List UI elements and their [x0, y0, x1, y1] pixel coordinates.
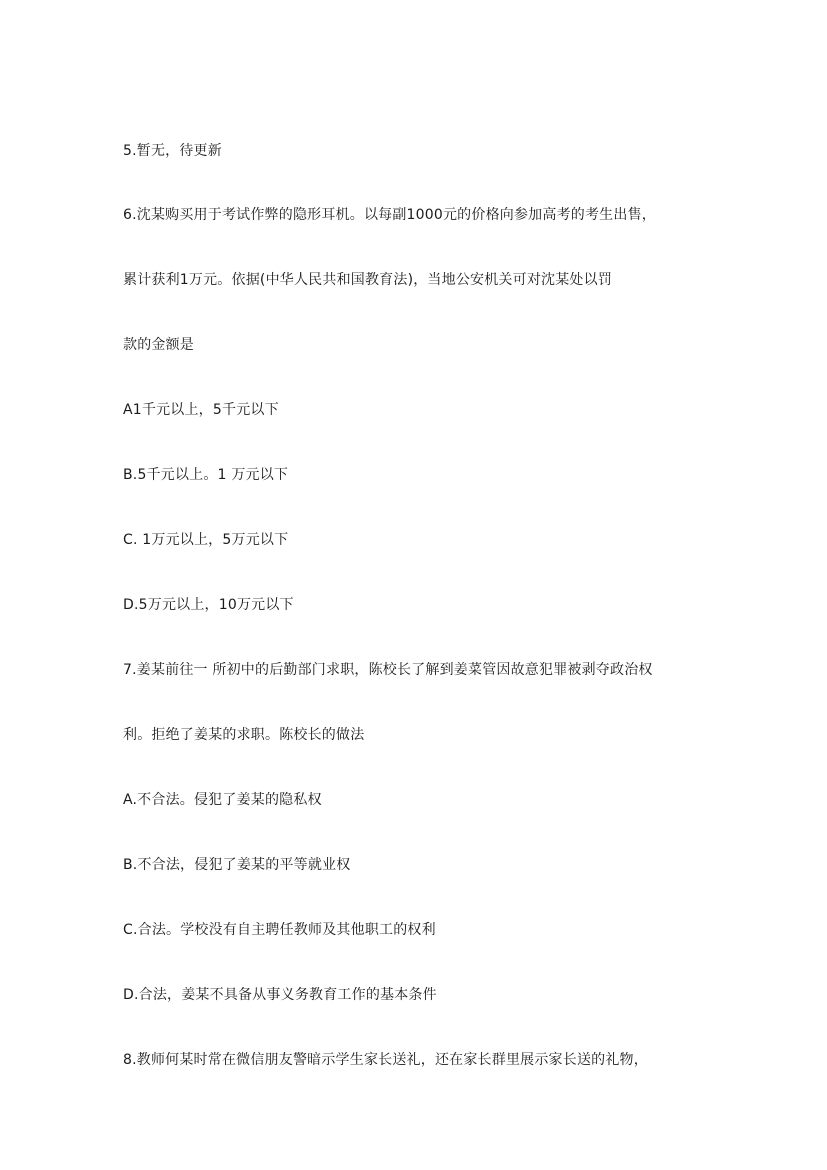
question-6-option-b: B.5千元以上。1 万元以下: [123, 467, 289, 483]
question-7-stem-line-1: 7.姜某前往一 所初中的后勤部门求职，陈校长了解到姜菜管因故意犯罪被剥夺政治权: [123, 662, 653, 678]
question-7-option-c: C.合法。学校没有自主聘任教师及其他职工的权利: [123, 922, 436, 938]
question-7-option-d: D.合法，姜某不具备从事义务教育工作的基本条件: [123, 987, 437, 1003]
question-6-option-d: D.5万元以上，10万元以下: [123, 597, 294, 613]
question-7-stem-line-2: 利。拒绝了姜某的求职。陈校长的做法: [123, 727, 365, 743]
question-7-option-b: B.不合法，侵犯了姜某的平等就业权: [123, 857, 351, 873]
question-6-stem-line-2: 累计获利1万元。依据(中华人民共和国教育法)，当地公安机关可对沈某处以罚: [123, 272, 613, 288]
question-8-stem-line-1: 8.教师何某时常在微信朋友警暗示学生家长送礼，还在家长群里展示家长送的礼物，: [123, 1052, 648, 1068]
question-6-option-c: C. 1万元以上，5万元以下: [123, 532, 289, 548]
question-6-stem-line-1: 6.沈某购买用于考试作弊的隐形耳机。以每副1000元的价格向参加高考的考生出售，: [123, 207, 656, 223]
question-5-line: 5.暂无，待更新: [123, 143, 222, 159]
question-6-stem-line-3: 款的金额是: [123, 337, 194, 353]
question-7-option-a: A.不合法。侵犯了姜某的隐私权: [123, 792, 322, 808]
question-6-option-a: A1千元以上，5千元以下: [123, 402, 279, 418]
